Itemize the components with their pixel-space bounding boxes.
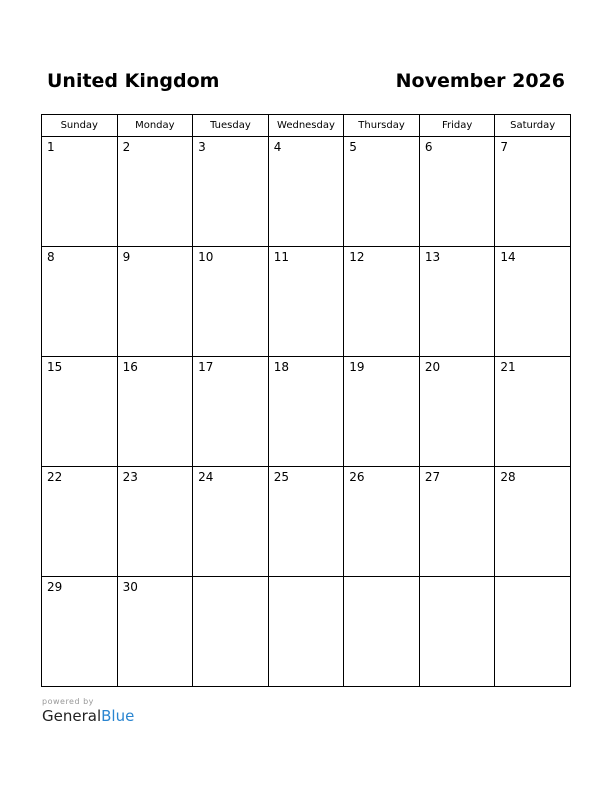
day-number: 21 [500, 360, 516, 374]
day-cell [419, 247, 495, 357]
weekday-monday: Monday [117, 115, 193, 137]
day-number: 16 [122, 360, 138, 374]
day-number: 22 [47, 470, 63, 484]
day-number: 30 [122, 580, 138, 594]
country-title: United Kingdom [47, 70, 220, 92]
week-row [42, 467, 571, 577]
day-cell [419, 577, 495, 687]
day-number: 23 [122, 470, 138, 484]
day-cell [419, 357, 495, 467]
day-number: 11 [273, 250, 289, 264]
brand-logo[interactable] [42, 707, 134, 725]
weekday-sunday: Sunday [42, 115, 118, 137]
day-cell [268, 247, 344, 357]
day-cell [495, 247, 571, 357]
day-cell [268, 467, 344, 577]
day-number: 1 [47, 140, 55, 154]
day-cell [193, 247, 269, 357]
day-number [495, 577, 570, 580]
day-number: 29 [47, 580, 63, 594]
powered-by-text: powered by [42, 697, 94, 706]
day-cell [344, 577, 420, 687]
day-cell [344, 357, 420, 467]
day-number: 20 [424, 360, 441, 374]
day-cell [193, 357, 269, 467]
day-number: 28 [500, 470, 516, 484]
brand-blue-text: Blue [101, 707, 135, 725]
day-number: 8 [47, 250, 55, 264]
brand-general-text: General [42, 707, 102, 725]
day-number: 3 [198, 140, 206, 154]
weekday-friday: Friday [419, 115, 495, 137]
day-number: 5 [349, 140, 357, 154]
day-number: 25 [273, 470, 289, 484]
day-cell [117, 357, 193, 467]
calendar-header [47, 70, 565, 100]
month-year-title: November 2026 [395, 70, 565, 92]
calendar-grid [41, 114, 571, 687]
day-cell [193, 137, 269, 247]
day-cell [344, 137, 420, 247]
day-number: 26 [349, 470, 365, 484]
day-cell [495, 577, 571, 687]
day-number [193, 577, 268, 580]
day-number: 24 [198, 470, 214, 484]
weekday-wednesday: Wednesday [268, 115, 344, 137]
footer [42, 697, 134, 725]
day-cell [117, 577, 193, 687]
weekday-saturday: Saturday [495, 115, 571, 137]
weekday-thursday: Thursday [344, 115, 420, 137]
day-number: 14 [500, 250, 516, 264]
day-number: 17 [198, 360, 214, 374]
weekday-tuesday: Tuesday [193, 115, 269, 137]
day-cell [42, 137, 118, 247]
week-row [42, 357, 571, 467]
day-cell [495, 467, 571, 577]
day-number: 6 [424, 140, 433, 154]
day-number: 7 [500, 140, 509, 154]
day-cell [268, 577, 344, 687]
day-cell [42, 247, 118, 357]
day-number: 12 [349, 250, 365, 264]
day-cell [42, 357, 118, 467]
day-cell [117, 247, 193, 357]
day-number: 2 [122, 140, 131, 154]
day-number [420, 577, 495, 580]
day-number: 18 [273, 360, 289, 374]
day-cell [344, 247, 420, 357]
weekday-header-row [42, 115, 571, 137]
day-number: 15 [47, 360, 63, 374]
day-cell [117, 467, 193, 577]
week-row [42, 577, 571, 687]
day-number: 13 [424, 250, 441, 264]
day-number [269, 577, 344, 580]
day-cell [117, 137, 193, 247]
day-number: 10 [198, 250, 214, 264]
day-cell [193, 467, 269, 577]
day-number: 19 [349, 360, 365, 374]
day-cell [495, 137, 571, 247]
day-cell [193, 577, 269, 687]
day-cell [419, 137, 495, 247]
day-cell [42, 577, 118, 687]
day-number: 4 [273, 140, 282, 154]
day-cell [268, 357, 344, 467]
day-number: 9 [122, 250, 131, 264]
week-row [42, 137, 571, 247]
day-cell [495, 357, 571, 467]
day-number: 27 [424, 470, 441, 484]
day-number [344, 577, 419, 580]
day-cell [344, 467, 420, 577]
day-cell [419, 467, 495, 577]
day-cell [42, 467, 118, 577]
day-cell [268, 137, 344, 247]
week-row [42, 247, 571, 357]
